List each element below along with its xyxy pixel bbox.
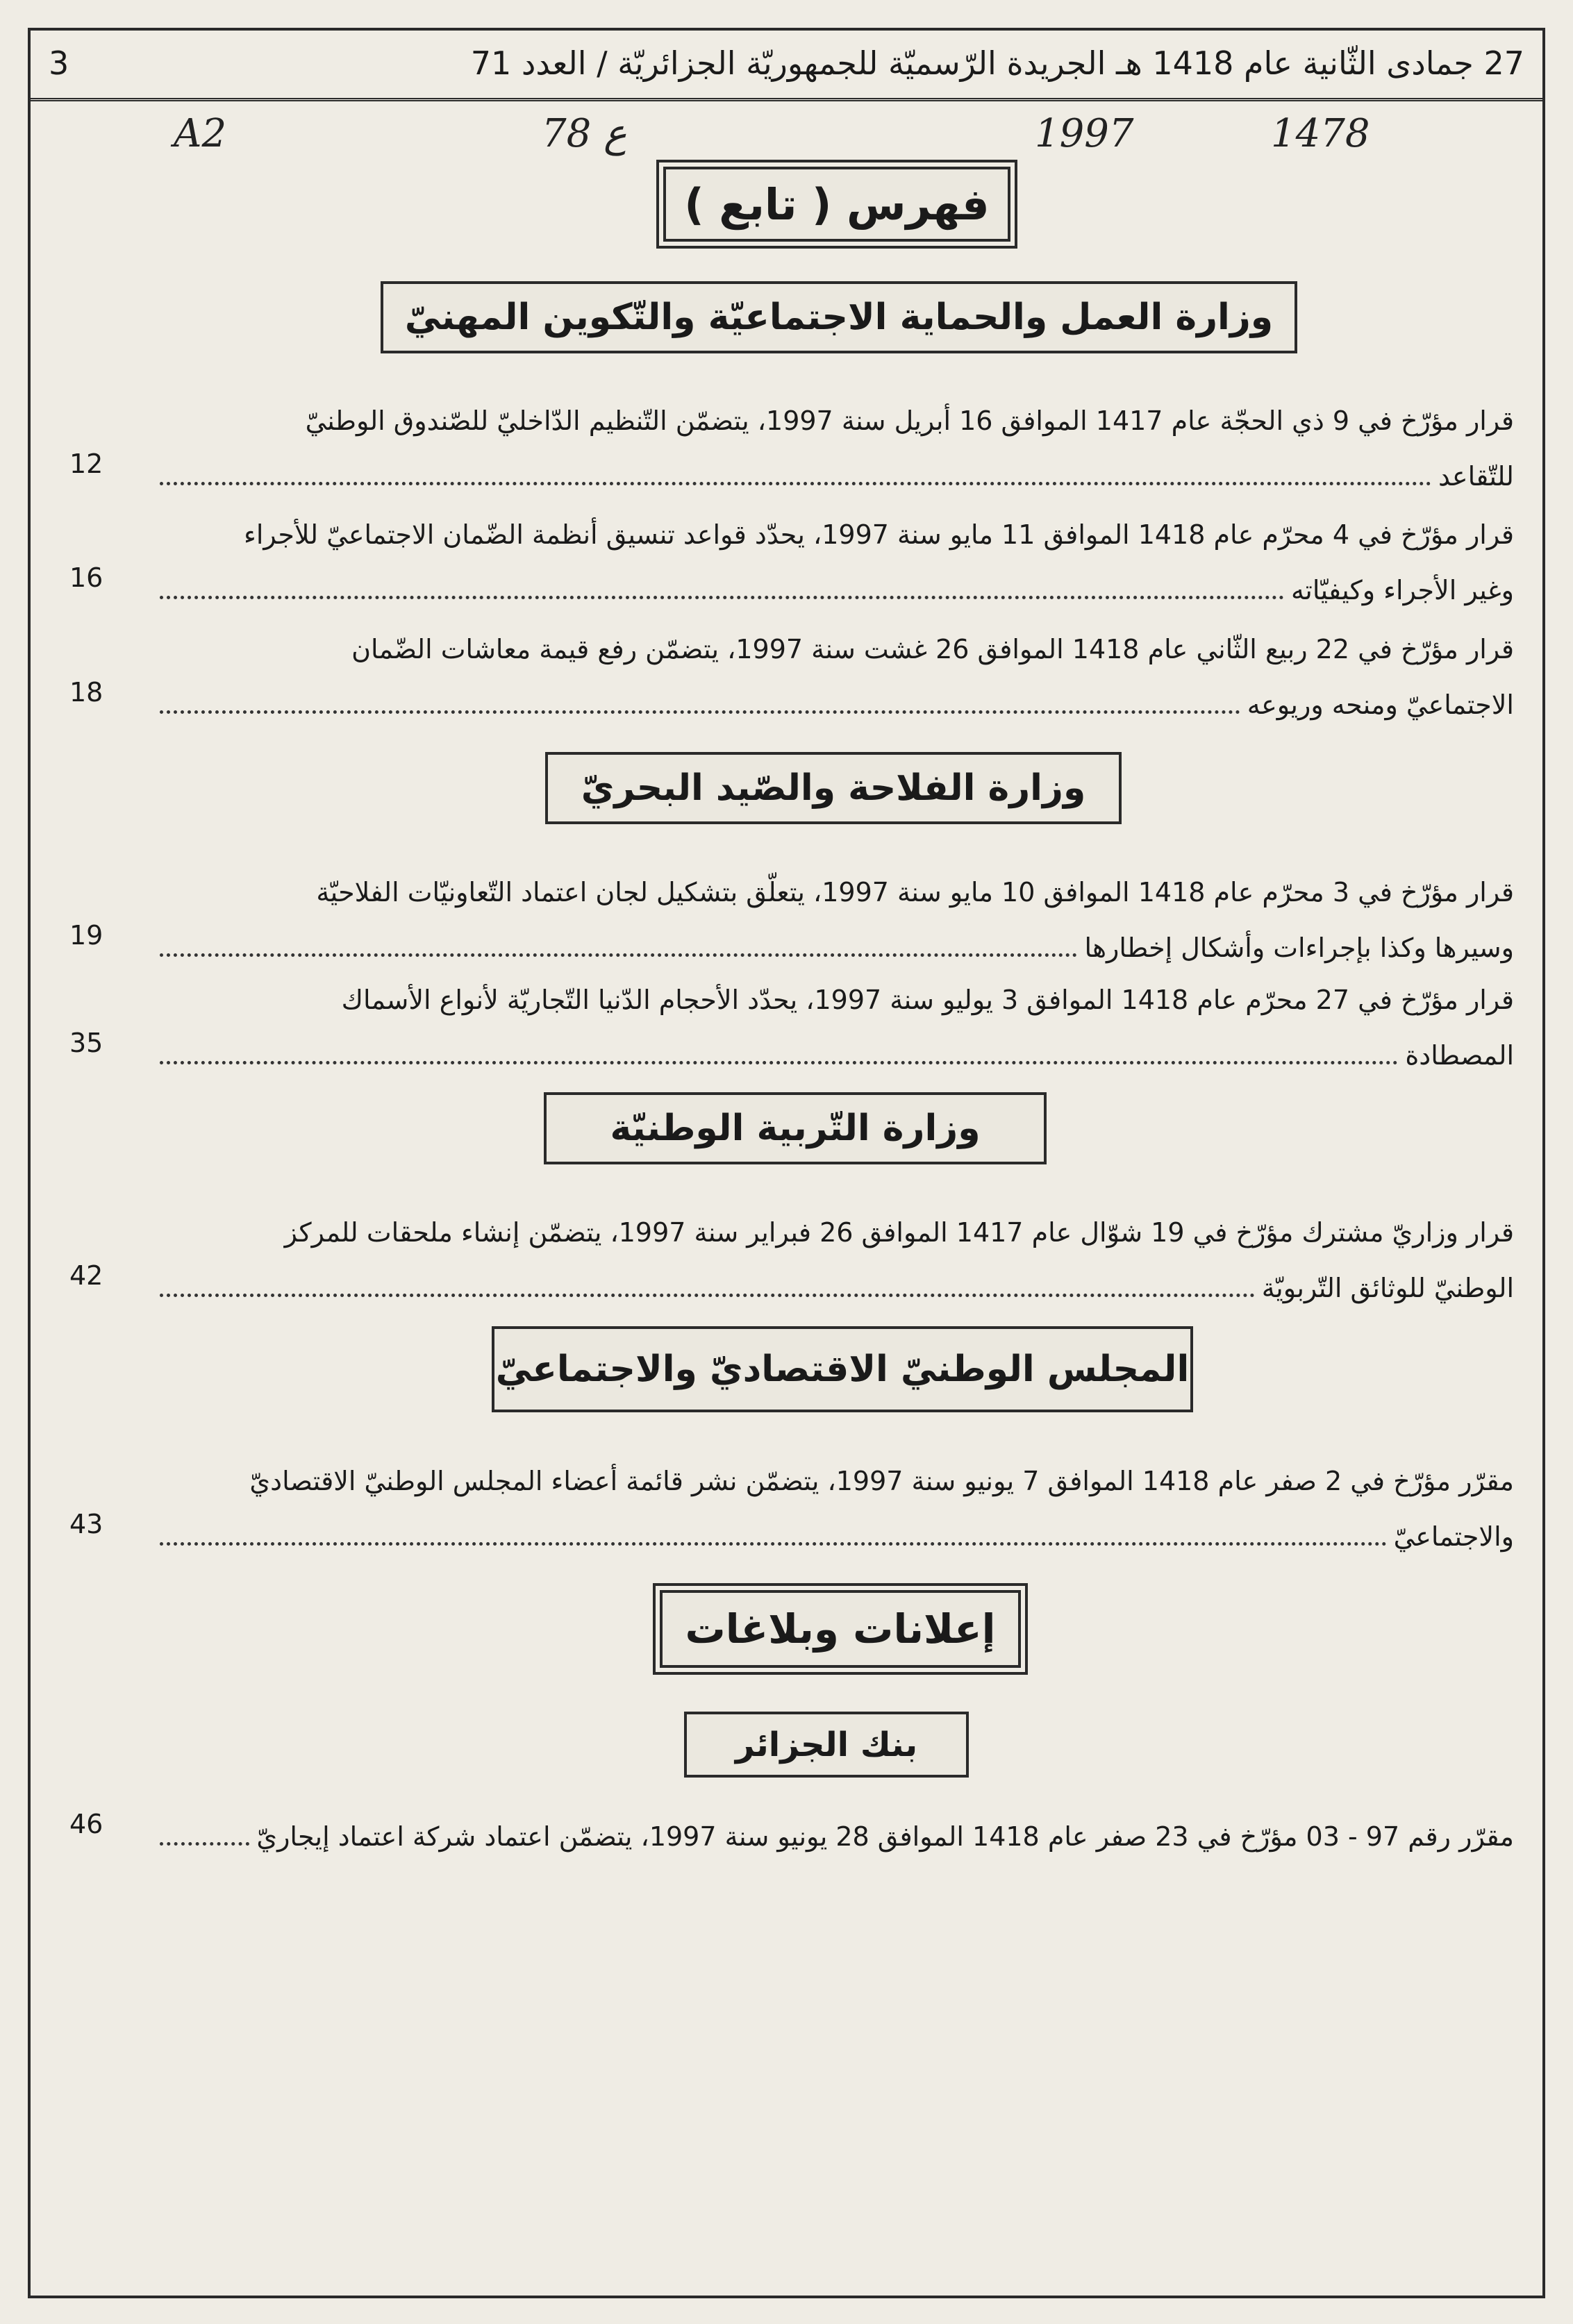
page-header [28,28,1545,101]
handwritten-note-right: 1478 [1271,111,1370,156]
entry-text-continuation: الاجتماعيّ ومنحه وريوعه [1247,689,1514,720]
entry-page-number: 46 [69,1809,103,1839]
entry-text-line: مقرّر مؤرّخ في 2 صفر عام 1418 الموافق 7 يونيو سنة 1997، يتضمّن نشر قائمة أعضاء المجلس الوطنيّ الاقتصاديّ [249,1466,1514,1496]
index-title: فهرس ( تابع ) [663,167,1010,242]
index-entry [160,1205,1514,1316]
handwritten-note-center: 78 ع [542,111,627,156]
dot-leader [160,1294,1255,1297]
dot-leader [160,1842,249,1846]
index-entry [160,1809,1514,1864]
index-entry [160,393,1514,504]
entry-text-continuation: وسيرها وكذا بإجراءات وأشكال إخطارها [1084,933,1514,963]
section-heading-agriculture: وزارة الفلاحة والصّيد البحريّ [545,752,1122,824]
index-entry [160,1453,1514,1564]
section-heading-labor: وزارة العمل والحماية الاجتماعيّة والتّكوين المهنيّ [381,281,1297,353]
index-entry [160,972,1514,1083]
index-entry [160,864,1514,976]
dot-leader [160,710,1240,714]
section-heading-education: وزارة التّربية الوطنيّة [544,1092,1047,1164]
page-number: 3 [49,44,69,82]
handwritten-note-year: 1997 [1035,111,1134,156]
handwritten-note-left: A2 [174,111,227,156]
section-heading-announcements: إعلانات وبلاغات [660,1590,1021,1668]
entry-text-line: قرار مؤرّخ في 4 محرّم عام 1418 الموافق 11 مايو سنة 1997، يحدّد قواعد تنسيق أنظمة الضّمان الاجتماعيّ للأجراء [243,519,1514,550]
dot-leader [160,596,1284,599]
entry-page-number: 12 [69,449,103,479]
entry-text-continuation: والاجتماعيّ [1393,1521,1514,1552]
entry-text-line: قرار مؤرّخ في 3 محرّم عام 1418 الموافق 10 مايو سنة 1997، يتعلّق بتشكيل لجان اعتماد التّعاونيّات الفلاحيّة [316,877,1514,908]
dot-leader [160,482,1431,485]
entry-page-number: 35 [69,1028,103,1058]
dot-leader [160,1542,1387,1546]
dot-leader [160,953,1077,957]
index-entry [160,507,1514,618]
entry-text-continuation: للتّقاعد [1438,461,1514,492]
entry-text-line: قرار مؤرّخ في 9 ذي الحجّة عام 1417 الموافق 16 أبريل سنة 1997، يتضمّن التّنظيم الدّاخليّ للصّندوق الوطنيّ [305,406,1514,436]
entry-page-number: 43 [69,1509,103,1539]
entry-page-number: 18 [69,677,103,708]
journal-header-title: 27 جمادى الثّانية عام 1418 هـ الجريدة الرّسميّة للجمهوريّة الجزائريّة / العدد 71 [470,44,1524,82]
dot-leader [160,1061,1398,1064]
entry-text-line: قرار وزاريّ مشترك مؤرّخ في 19 شوّال عام 1417 الموافق 26 فبراير سنة 1997، يتضمّن إنشاء ملحقات للمركز [284,1217,1514,1248]
entry-page-number: 42 [69,1260,103,1291]
entry-text-continuation: وغير الأجراء وكيفيّاته [1290,575,1514,605]
entry-page-number: 19 [69,920,103,951]
entry-text-line: مقرّر رقم 97 - 03 مؤرّخ في 23 صفر عام 1418 الموافق 28 يونيو سنة 1997، يتضمّن اعتماد شركة اعتماد إيجاريّ [256,1821,1514,1852]
section-heading-bank: بنك الجزائر [684,1712,969,1778]
entry-text-continuation: الوطنيّ للوثائق التّربويّة [1261,1273,1514,1303]
index-entry [160,621,1514,733]
entry-text-line: قرار مؤرّخ في 22 ربيع الثّاني عام 1418 الموافق 26 غشت سنة 1997، يتضمّن رفع قيمة معاشات الضّمان [351,634,1514,664]
entry-page-number: 16 [69,562,103,593]
entry-text-line: قرار مؤرّخ في 27 محرّم عام 1418 الموافق 3 يوليو سنة 1997، يحدّد الأحجام الدّنيا التّجاريّة لأنواع الأسماك [341,985,1514,1015]
section-heading-council: المجلس الوطنيّ الاقتصاديّ والاجتماعيّ [492,1326,1193,1412]
entry-text-continuation: المصطادة [1405,1040,1514,1071]
